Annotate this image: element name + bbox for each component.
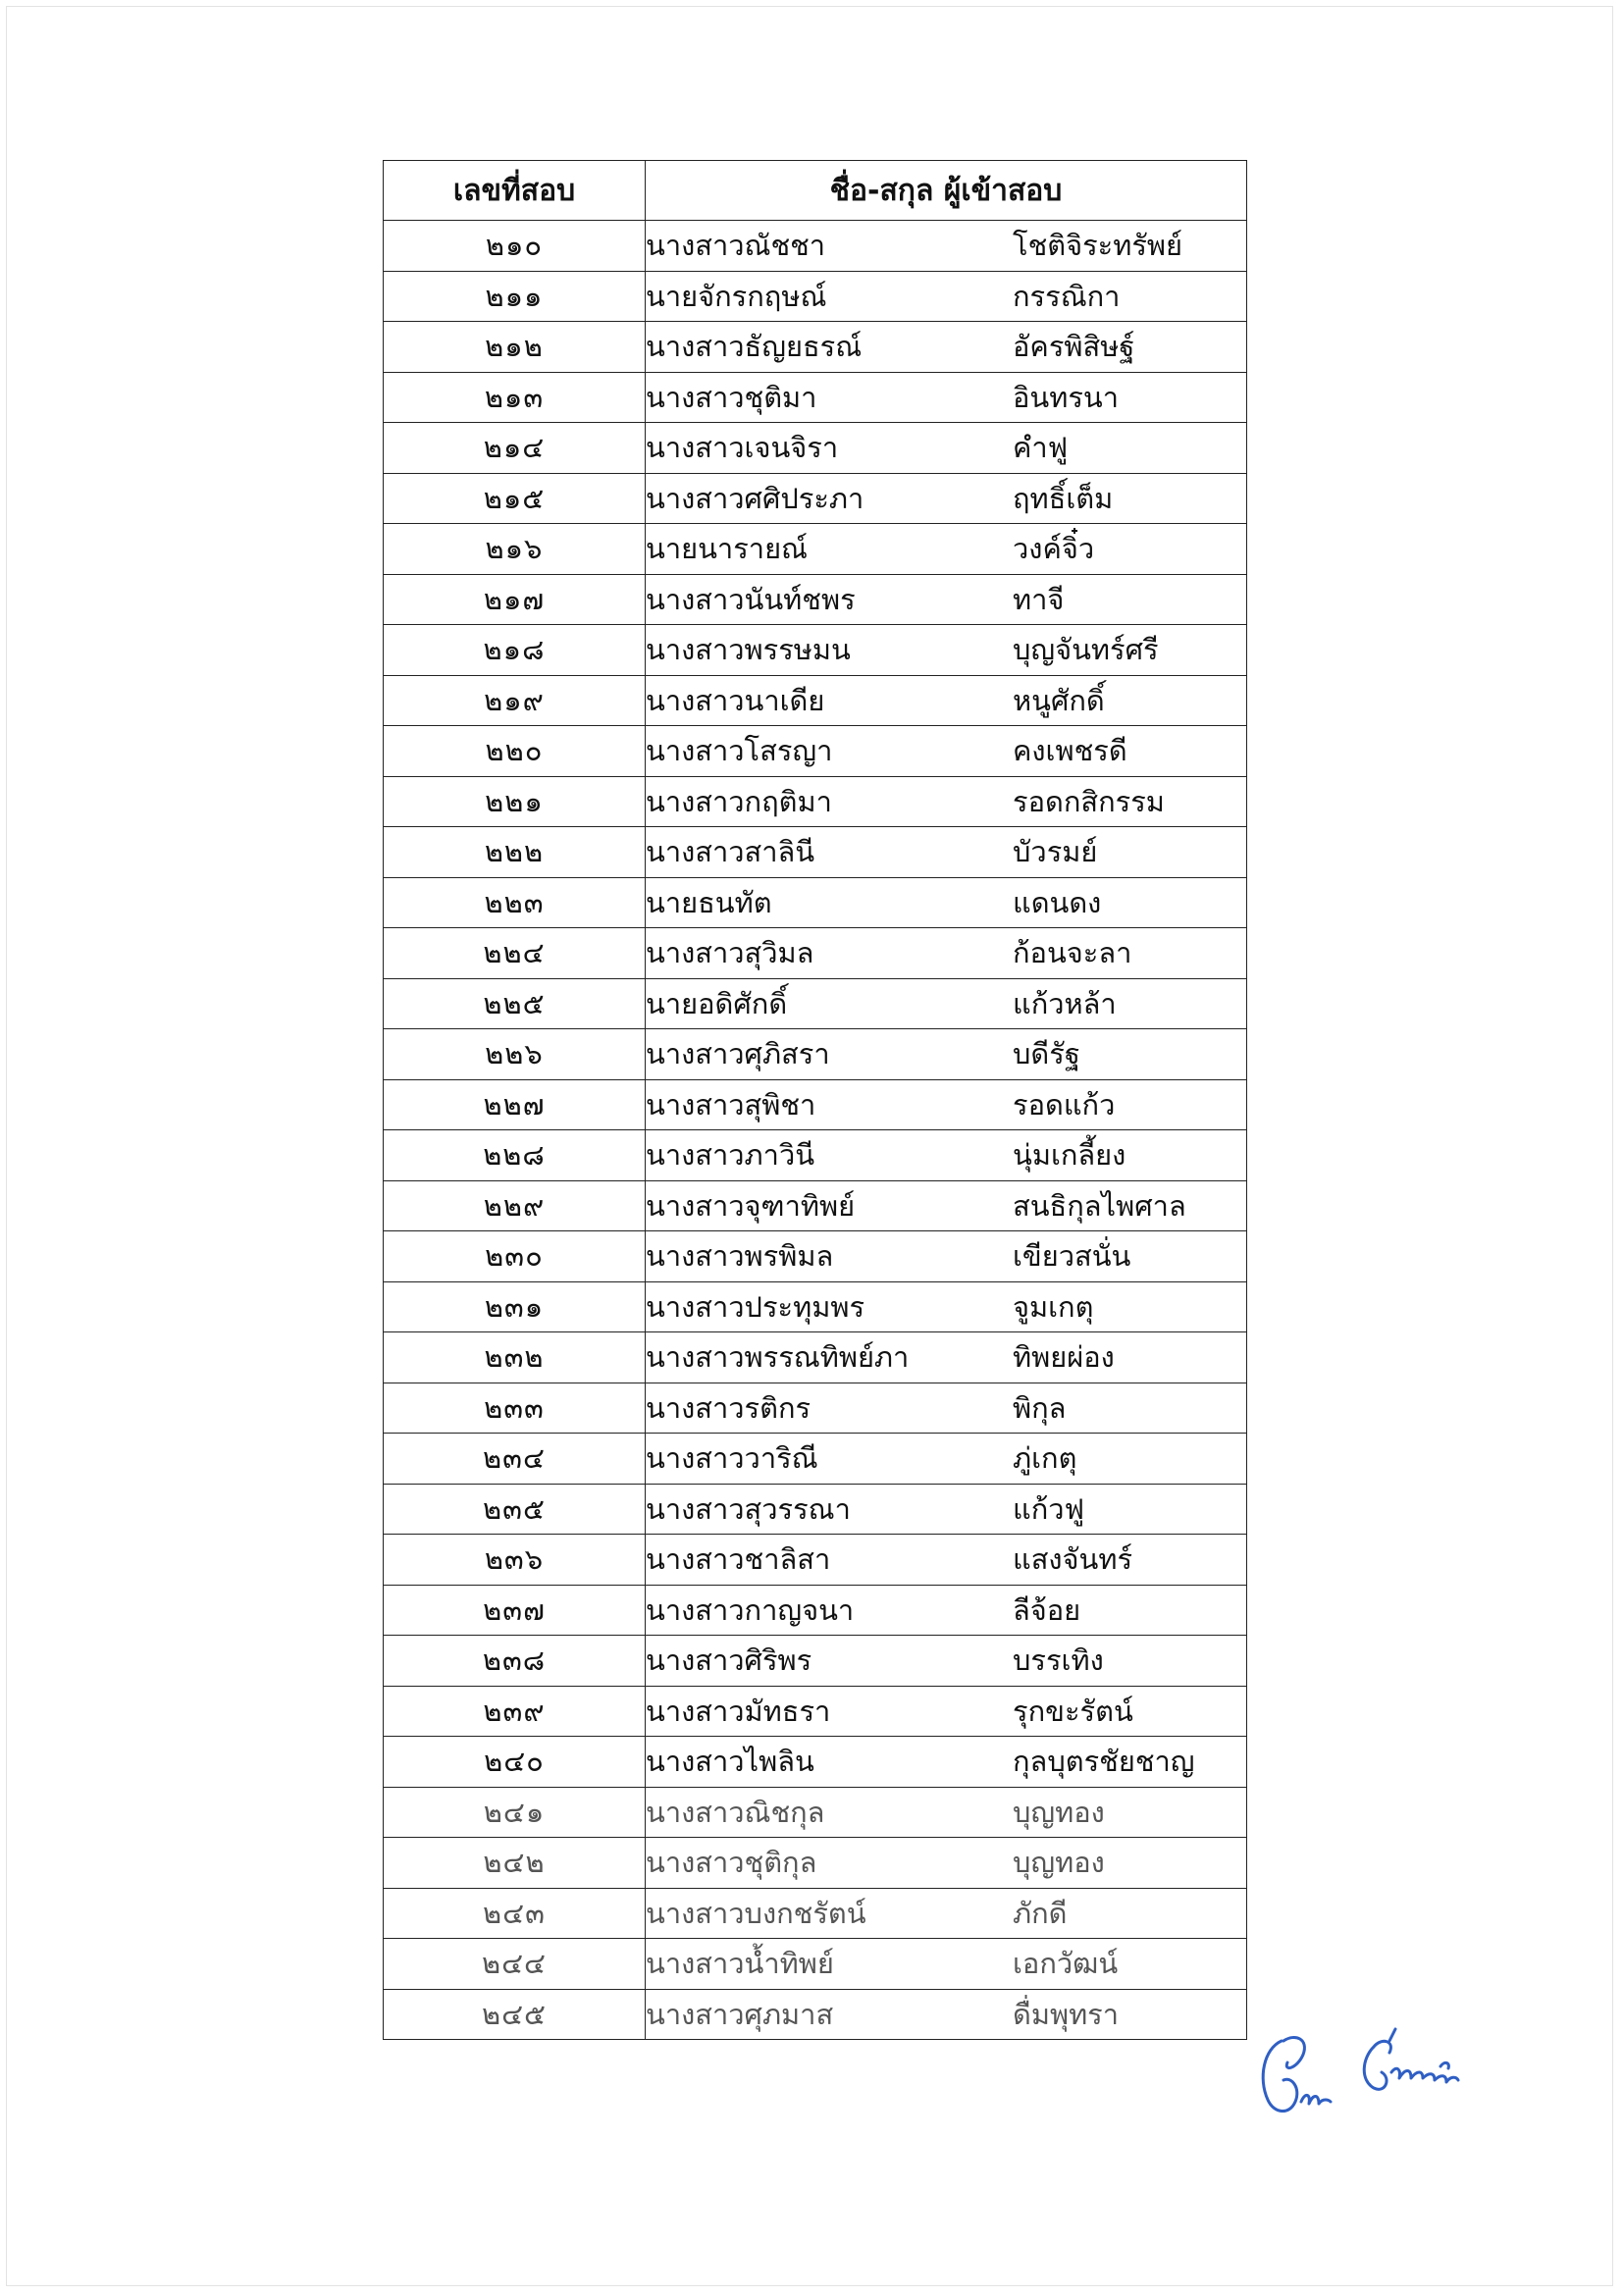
candidate-last-name: ฤทธิ์เต็ม [1013, 481, 1114, 515]
candidate-name-cell [646, 1180, 1247, 1231]
exam-number-cell: ๒๒๘ [384, 1130, 646, 1181]
candidate-name-group [646, 1132, 1246, 1177]
candidate-first-name: นางสาวพรรษมน [646, 633, 851, 667]
candidate-name-cell [646, 675, 1247, 726]
candidate-name-group [646, 1031, 1246, 1076]
exam-number-cell: ๒๑๙ [384, 675, 646, 726]
candidate-name-group [646, 930, 1246, 975]
candidate-name-cell [646, 1231, 1247, 1282]
candidate-first-name: นางสาวสุวรรณา [646, 1491, 851, 1526]
candidate-name-group [646, 1941, 1246, 1986]
candidate-name-cell [646, 625, 1247, 676]
candidate-name-cell [646, 1939, 1247, 1990]
candidate-name-group [646, 223, 1246, 268]
exam-number-cell: ๒๔๕ [384, 1989, 646, 2040]
candidate-name-group [646, 375, 1246, 420]
table-row [384, 625, 1247, 676]
candidate-first-name: นางสาวนาเดีย [646, 683, 825, 717]
candidate-name-cell [646, 1888, 1247, 1939]
exam-number-cell: ๒๑๗ [384, 574, 646, 625]
candidate-name-group [646, 526, 1246, 571]
candidate-last-name: เขียวสนั่น [1013, 1239, 1131, 1274]
table-row [384, 1281, 1247, 1332]
candidate-name-group [646, 1435, 1246, 1481]
candidate-last-name: แก้วหล้า [1013, 986, 1117, 1020]
signature-mark [1244, 2019, 1519, 2127]
table-row [384, 271, 1247, 322]
exam-number-cell: ๒๒๐ [384, 726, 646, 777]
table-row [384, 1989, 1247, 2040]
candidate-last-name: บุญทอง [1013, 1795, 1105, 1829]
candidate-first-name: นางสาวศิริพร [646, 1644, 812, 1678]
table-row [384, 1888, 1247, 1939]
table-header-row [384, 161, 1247, 221]
candidate-name-group [646, 1891, 1246, 1936]
table-row [384, 877, 1247, 928]
candidate-first-name: นางสาวภาวินี [646, 1138, 815, 1173]
candidate-first-name: นางสาวไพลิน [646, 1745, 814, 1779]
candidate-last-name: แก้วฟู [1013, 1491, 1085, 1526]
candidate-first-name: นางสาวน้ำทิพย์ [646, 1947, 834, 1981]
exam-number-cell: ๒๓๑ [384, 1281, 646, 1332]
candidate-name-cell [646, 271, 1247, 322]
candidate-first-name: นางสาวสุพิชา [646, 1087, 816, 1122]
candidate-first-name: นางสาวชาลิสา [646, 1542, 831, 1577]
candidate-last-name: ทาจี [1013, 582, 1065, 616]
candidate-last-name: พิกุล [1013, 1390, 1067, 1425]
exam-number-cell: ๒๒๕ [384, 978, 646, 1029]
table-row [384, 473, 1247, 524]
candidate-first-name: นางสาวสาลินี [646, 835, 815, 869]
candidate-name-group [646, 1840, 1246, 1885]
candidate-first-name: นางสาวบงกชรัตน์ [646, 1896, 866, 1930]
candidate-last-name: สนธิกุลไพศาล [1013, 1188, 1186, 1223]
candidate-first-name: นางสาวประทุมพร [646, 1289, 865, 1324]
candidate-name-cell [646, 473, 1247, 524]
table-row [384, 928, 1247, 979]
candidate-name-cell [646, 827, 1247, 878]
candidate-last-name: จูมเกตุ [1013, 1289, 1094, 1324]
candidate-last-name: ภู่เกตุ [1013, 1441, 1077, 1476]
candidate-last-name: บุญจันทร์ศรี [1013, 633, 1159, 667]
candidate-first-name: นางสาวศุภิสรา [646, 1037, 830, 1071]
exam-number-cell: ๒๑๑ [384, 271, 646, 322]
table-row [384, 827, 1247, 878]
candidate-name-group [646, 577, 1246, 622]
exam-number-cell: ๒๓๓ [384, 1383, 646, 1434]
exam-number-cell: ๒๔๔ [384, 1939, 646, 1990]
table-row [384, 1180, 1247, 1231]
table-row [384, 776, 1247, 827]
candidate-name-cell [646, 1686, 1247, 1737]
candidate-name-cell [646, 1636, 1247, 1687]
table-row [384, 372, 1247, 423]
table-row [384, 1029, 1247, 1080]
candidate-first-name: นางสาวพรรณทิพย์ภา [646, 1340, 910, 1375]
exam-number-cell: ๒๒๔ [384, 928, 646, 979]
candidate-name-group [646, 1992, 1246, 2037]
candidate-first-name: นางสาวธัญยธรณ์ [646, 330, 863, 364]
candidate-name-group [646, 728, 1246, 773]
table-row [384, 1383, 1247, 1434]
exam-number-cell: ๒๓๔ [384, 1434, 646, 1485]
table-row [384, 1535, 1247, 1586]
candidate-first-name: นางสาวกฤติมา [646, 784, 832, 818]
candidate-name-group [646, 1638, 1246, 1683]
candidate-name-cell [646, 928, 1247, 979]
candidate-name-group [646, 1537, 1246, 1582]
candidate-name-group [646, 1739, 1246, 1784]
table-row [384, 1332, 1247, 1383]
table-row [384, 221, 1247, 272]
candidate-table [383, 160, 1247, 2040]
candidate-last-name: บัวรมย์ [1013, 835, 1098, 869]
exam-number-cell: ๒๔๐ [384, 1737, 646, 1788]
table-row [384, 1484, 1247, 1535]
candidate-name-cell [646, 1332, 1247, 1383]
candidate-first-name: นางสาววาริณี [646, 1441, 818, 1476]
candidate-last-name: โชติจิระทรัพย์ [1013, 229, 1183, 263]
candidate-last-name: รอดกสิกรรม [1013, 784, 1165, 818]
candidate-first-name: นางสาวกาญจนา [646, 1592, 855, 1627]
exam-number-cell: ๒๑๘ [384, 625, 646, 676]
table-row [384, 978, 1247, 1029]
header-candidate-name: ชื่อ-สกุล ผู้เข้าสอบ [646, 161, 1247, 221]
candidate-name-cell [646, 1787, 1247, 1838]
table-body [384, 221, 1247, 2040]
exam-number-cell: ๒๔๓ [384, 1888, 646, 1939]
exam-number-cell: ๒๓๘ [384, 1636, 646, 1687]
candidate-last-name: กรรณิกา [1013, 279, 1121, 313]
candidate-last-name: ก้อนจะลา [1013, 936, 1132, 970]
candidate-name-group [646, 880, 1246, 925]
candidate-name-cell [646, 423, 1247, 474]
candidate-first-name: นางสาวเจนจิรา [646, 431, 839, 465]
candidate-first-name: นางสาวพรพิมล [646, 1239, 834, 1274]
candidate-name-cell [646, 978, 1247, 1029]
candidate-first-name: นายธนทัต [646, 885, 772, 919]
candidate-name-group [646, 1334, 1246, 1380]
table-row [384, 1434, 1247, 1485]
exam-number-cell: ๒๑๔ [384, 423, 646, 474]
candidate-name-group [646, 1284, 1246, 1330]
candidate-last-name: แสงจันทร์ [1013, 1542, 1133, 1577]
candidate-name-group [646, 1588, 1246, 1633]
table-row [384, 1838, 1247, 1889]
exam-number-cell: ๒๔๒ [384, 1838, 646, 1889]
candidate-name-cell [646, 1079, 1247, 1130]
candidate-first-name: นางสาวณัชชา [646, 229, 826, 263]
candidate-first-name: นางสาวโสรญา [646, 734, 833, 768]
candidate-last-name: เอกวัฒน์ [1013, 1947, 1119, 1981]
candidate-first-name: นางสาวมัทธรา [646, 1694, 831, 1728]
candidate-name-group [646, 1385, 1246, 1431]
exam-number-cell: ๒๒๖ [384, 1029, 646, 1080]
candidate-name-cell [646, 372, 1247, 423]
candidate-last-name: คำฟู [1013, 431, 1069, 465]
candidate-last-name: ภักดี [1013, 1896, 1068, 1930]
candidate-last-name: ดื่มพุทรา [1013, 1997, 1120, 2031]
candidate-name-cell [646, 1434, 1247, 1485]
candidate-last-name: ลีจ้อย [1013, 1592, 1081, 1627]
candidate-name-group [646, 1233, 1246, 1278]
candidate-first-name: นางสาวชุติกุล [646, 1846, 817, 1880]
table-row [384, 1231, 1247, 1282]
candidate-name-cell [646, 726, 1247, 777]
candidate-first-name: นางสาวศุภมาส [646, 1997, 834, 2031]
table-row [384, 675, 1247, 726]
table-row [384, 1737, 1247, 1788]
exam-number-cell: ๒๓๕ [384, 1484, 646, 1535]
table-row [384, 1079, 1247, 1130]
candidate-name-group [646, 779, 1246, 824]
candidate-first-name: นางสาวนันท์ชพร [646, 582, 856, 616]
candidate-name-group [646, 1183, 1246, 1228]
candidate-name-group [646, 829, 1246, 874]
candidate-name-cell [646, 1029, 1247, 1080]
candidate-last-name: บรรเทิง [1013, 1644, 1104, 1678]
candidate-first-name: นางสาวศศิประภา [646, 481, 864, 515]
candidate-name-cell [646, 1585, 1247, 1636]
candidate-name-cell [646, 1535, 1247, 1586]
candidate-name-group [646, 678, 1246, 723]
candidate-name-group [646, 1487, 1246, 1532]
candidate-name-group [646, 627, 1246, 672]
candidate-name-cell [646, 1383, 1247, 1434]
candidate-first-name: นายนารายณ์ [646, 532, 808, 566]
table-row [384, 1130, 1247, 1181]
candidate-last-name: รุกขะรัตน์ [1013, 1694, 1133, 1728]
exam-number-cell: ๒๑๕ [384, 473, 646, 524]
candidate-last-name: อินทรนา [1013, 380, 1120, 414]
candidate-first-name: นางสาวณิชกุล [646, 1795, 825, 1829]
candidate-first-name: นางสาวรติกร [646, 1390, 812, 1425]
candidate-name-cell [646, 1737, 1247, 1788]
candidate-name-cell [646, 1281, 1247, 1332]
exam-number-cell: ๒๓๐ [384, 1231, 646, 1282]
table-row [384, 1787, 1247, 1838]
exam-number-cell: ๒๒๑ [384, 776, 646, 827]
candidate-name-group [646, 425, 1246, 470]
candidate-last-name: กุลบุตรชัยชาญ [1013, 1745, 1195, 1779]
candidate-last-name: รอดแก้ว [1013, 1087, 1116, 1122]
candidate-first-name: นางสาวสุวิมล [646, 936, 814, 970]
candidate-name-cell [646, 776, 1247, 827]
table-row [384, 423, 1247, 474]
candidate-last-name: วงค์จิ๋ว [1013, 532, 1095, 566]
exam-number-cell: ๒๒๓ [384, 877, 646, 928]
candidate-name-group [646, 476, 1246, 521]
exam-number-cell: ๒๒๗ [384, 1079, 646, 1130]
header-exam-no: เลขที่สอบ [384, 161, 646, 221]
table-row [384, 1585, 1247, 1636]
table-row [384, 726, 1247, 777]
candidate-name-cell [646, 574, 1247, 625]
candidate-name-cell [646, 322, 1247, 373]
exam-number-cell: ๒๓๗ [384, 1585, 646, 1636]
table-row [384, 524, 1247, 575]
table-row [384, 322, 1247, 373]
table-row [384, 574, 1247, 625]
candidate-last-name: นุ่มเกลี้ยง [1013, 1138, 1126, 1173]
exam-number-cell: ๒๑๖ [384, 524, 646, 575]
candidate-last-name: บุญทอง [1013, 1846, 1105, 1880]
candidate-name-group [646, 274, 1246, 319]
candidate-name-group [646, 1082, 1246, 1127]
table-row [384, 1686, 1247, 1737]
candidate-last-name: อัครพิสิษฐ์ [1013, 330, 1135, 364]
candidate-first-name: นางสาวจุฑาทิพย์ [646, 1188, 856, 1223]
table-row [384, 1939, 1247, 1990]
candidate-name-group [646, 981, 1246, 1026]
candidate-name-cell [646, 1838, 1247, 1889]
exam-number-cell: ๒๑๐ [384, 221, 646, 272]
exam-number-cell: ๒๔๑ [384, 1787, 646, 1838]
table-row [384, 1636, 1247, 1687]
exam-number-cell: ๒๒๒ [384, 827, 646, 878]
candidate-last-name: ทิพยผ่อง [1013, 1340, 1115, 1375]
candidate-first-name: นายจักรกฤษณ์ [646, 279, 827, 313]
candidate-first-name: นางสาวชุติมา [646, 380, 817, 414]
candidate-name-cell [646, 221, 1247, 272]
exam-number-cell: ๒๓๒ [384, 1332, 646, 1383]
candidate-last-name: คงเพชรดี [1013, 734, 1127, 768]
exam-number-cell: ๒๓๖ [384, 1535, 646, 1586]
candidate-last-name: บดีรัฐ [1013, 1037, 1080, 1071]
candidate-name-group [646, 1689, 1246, 1734]
candidate-name-cell [646, 1484, 1247, 1535]
candidate-name-cell [646, 1130, 1247, 1181]
candidate-name-group [646, 324, 1246, 369]
candidate-name-cell [646, 877, 1247, 928]
exam-number-cell: ๒๑๒ [384, 322, 646, 373]
candidate-first-name: นายอดิศักดิ์ [646, 986, 788, 1020]
candidate-name-group [646, 1790, 1246, 1835]
candidate-name-cell [646, 524, 1247, 575]
candidate-last-name: แดนดง [1013, 885, 1102, 919]
exam-number-cell: ๒๓๙ [384, 1686, 646, 1737]
candidate-last-name: หนูศักดิ์ [1013, 683, 1105, 717]
exam-number-cell: ๒๒๙ [384, 1180, 646, 1231]
exam-number-cell: ๒๑๓ [384, 372, 646, 423]
candidate-name-cell [646, 1989, 1247, 2040]
